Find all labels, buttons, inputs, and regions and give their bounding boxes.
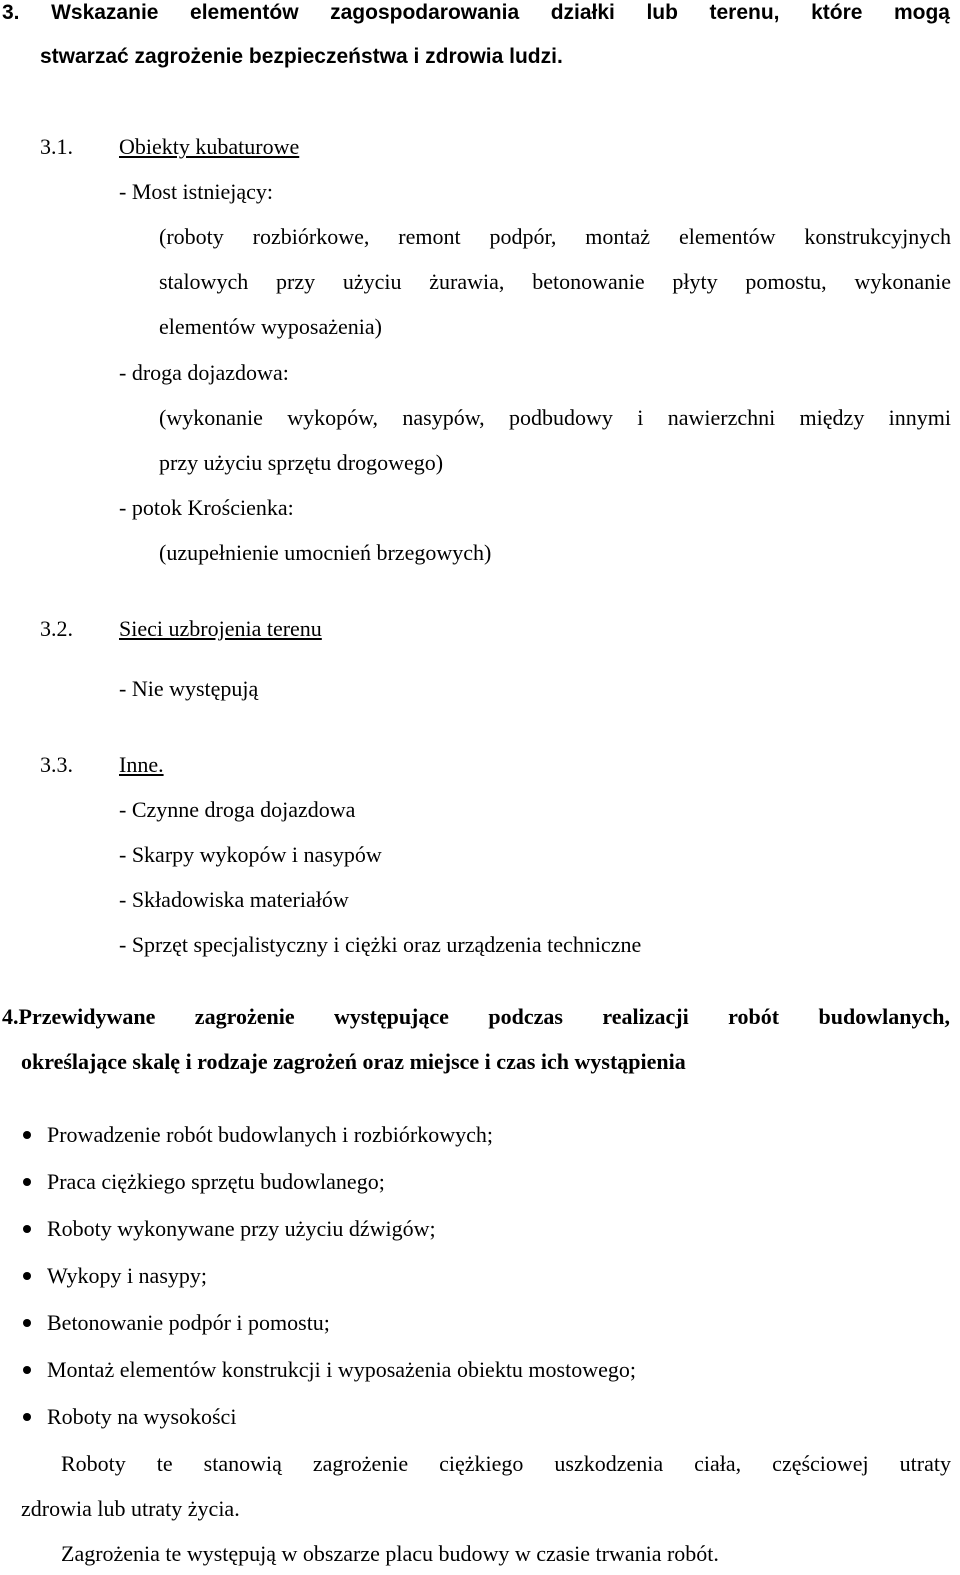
sub3-item: - Czynne droga dojazdowa bbox=[119, 797, 356, 822]
section4-heading-line2: określające skalę i rodzaje zagrożeń oraz miejsce i czas ich wystąpienia bbox=[21, 1049, 686, 1074]
sub1-item-desc: (uzupełnienie umocnień brzegowych) bbox=[159, 540, 492, 565]
bullet-item: Wykopy i nasypy; bbox=[47, 1263, 207, 1288]
sub1-item-desc: (roboty rozbiórkowe, remont podpór, montaż elementów konstrukcyjnych bbox=[159, 224, 951, 249]
bullet-item: Roboty wykonywane przy użyciu dźwigów; bbox=[47, 1216, 436, 1241]
sub2-title: Sieci uzbrojenia terenu bbox=[119, 616, 322, 641]
bullet-dot bbox=[23, 1366, 31, 1374]
sub2-number: 3.2. bbox=[40, 616, 73, 641]
bullet-item: Roboty na wysokości bbox=[47, 1404, 237, 1429]
bullet-item: Montaż elementów konstrukcji i wyposażenia obiektu mostowego; bbox=[47, 1357, 636, 1382]
paragraph-line: Roboty te stanowią zagrożenie ciężkiego uszkodzenia ciała, częściowej utraty bbox=[61, 1451, 951, 1476]
bullet-item: Betonowanie podpór i pomostu; bbox=[47, 1310, 330, 1335]
sub2-item: - Nie występują bbox=[119, 676, 259, 701]
sub1-title: Obiekty kubaturowe bbox=[119, 134, 300, 159]
bullet-dot bbox=[23, 1272, 31, 1280]
sub1-item-label: - droga dojazdowa: bbox=[119, 360, 289, 385]
bullet-item: Praca ciężkiego sprzętu budowlanego; bbox=[47, 1169, 385, 1194]
bullet-dot bbox=[23, 1178, 31, 1186]
section3-heading-line2: stwarzać zagrożenie bezpieczeństwa i zdrowia ludzi. bbox=[40, 45, 563, 68]
sub1-item-label: - potok Krościenka: bbox=[119, 495, 294, 520]
paragraph-line: zdrowia lub utraty życia. bbox=[21, 1496, 240, 1521]
sub3-title: Inne. bbox=[119, 752, 164, 777]
section4-heading-line1: 4.Przewidywane zagrożenie występujące podczas realizacji robót budowlanych, bbox=[2, 1004, 950, 1029]
sub3-item: - Skarpy wykopów i nasypów bbox=[119, 842, 382, 867]
sub1-item-desc: elementów wyposażenia) bbox=[159, 314, 382, 339]
sub1-item-label: - Most istniejący: bbox=[119, 179, 273, 204]
sub1-number: 3.1. bbox=[40, 134, 73, 159]
section3-heading-line1: 3. Wskazanie elementów zagospodarowania działki lub terenu, które mogą bbox=[2, 1, 950, 24]
sub3-item: - Składowiska materiałów bbox=[119, 887, 349, 912]
sub3-number: 3.3. bbox=[40, 752, 73, 777]
sub1-item-desc: (wykonanie wykopów, nasypów, podbudowy i nawierzchni między innymi bbox=[159, 405, 951, 430]
sub3-item: - Sprzęt specjalistyczny i ciężki oraz urządzenia techniczne bbox=[119, 932, 642, 957]
bullet-dot bbox=[23, 1131, 31, 1139]
sub1-item-desc: przy użyciu sprzętu drogowego) bbox=[159, 450, 444, 475]
bullet-item: Prowadzenie robót budowlanych i rozbiórkowych; bbox=[47, 1122, 493, 1147]
bullet-dot bbox=[23, 1413, 31, 1421]
bullet-dot bbox=[23, 1319, 31, 1327]
sub1-item-desc: stalowych przy użyciu żurawia, betonowanie płyty pomostu, wykonanie bbox=[159, 269, 951, 294]
paragraph-line: Zagrożenia te występują w obszarze placu budowy w czasie trwania robót. bbox=[61, 1541, 719, 1566]
bullet-dot bbox=[23, 1225, 31, 1233]
